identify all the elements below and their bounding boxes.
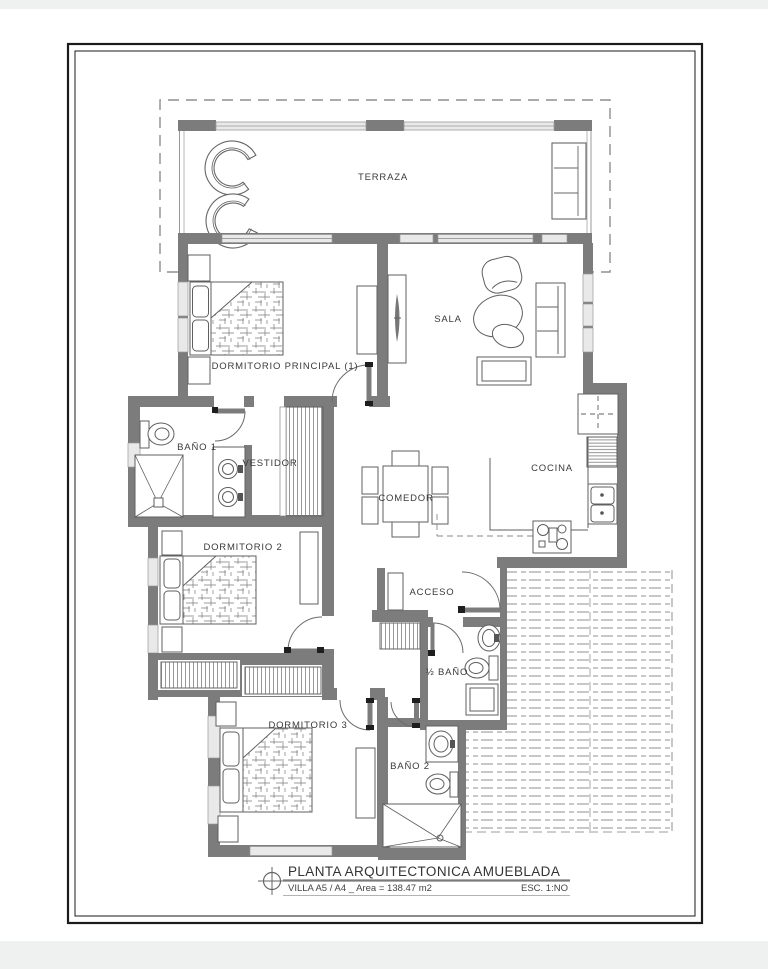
title-block xyxy=(258,864,570,896)
bano1-label: BAÑO 1 xyxy=(177,442,217,453)
nightstand-icon xyxy=(218,816,238,842)
dresser-icon xyxy=(357,286,377,354)
comedor-label: COMEDOR xyxy=(378,493,434,504)
chair-icon xyxy=(362,467,378,494)
dormitorio2-label: DORMITORIO 2 xyxy=(203,542,283,553)
dormitorio-principal-label: DORMITORIO PRINCIPAL (1) xyxy=(211,361,359,372)
bed-icon xyxy=(160,556,256,624)
cocina-label: COCINA xyxy=(531,463,573,474)
sofa-icon xyxy=(536,283,565,357)
chair-icon xyxy=(432,467,448,494)
double-vanity-icon xyxy=(213,447,245,517)
dormitorio3-label: DORMITORIO 3 xyxy=(268,720,348,731)
nightstand-icon xyxy=(188,255,210,281)
double-sink-icon xyxy=(588,484,617,524)
washer-icon xyxy=(466,684,498,715)
chair-icon xyxy=(392,521,419,537)
page-top-margin xyxy=(0,0,768,9)
nightstand-icon xyxy=(188,357,210,384)
fridge-icon xyxy=(578,394,618,434)
nightstand-icon xyxy=(216,702,236,726)
page-bottom-margin xyxy=(0,941,768,969)
nightstand-icon xyxy=(162,627,182,652)
dresser-icon xyxy=(300,532,318,604)
plan-title: PLANTA ARQUITECTONICA AMUEBLADA xyxy=(288,864,561,879)
plan-subtitle: VILLA A5 / A4 _ Area = 138.47 m2 xyxy=(288,883,432,894)
plan-scale: ESC. 1:NO xyxy=(521,883,568,894)
terraza-label: TERRAZA xyxy=(358,172,408,183)
hall-closet-icon xyxy=(380,623,420,649)
console-icon xyxy=(388,573,403,610)
counter-appliance-icon xyxy=(587,437,617,467)
sink-icon xyxy=(478,625,500,651)
shower-icon xyxy=(383,804,461,847)
chair-icon xyxy=(362,497,378,524)
vestidor-label: VESTIDOR xyxy=(242,458,298,469)
stove-icon xyxy=(533,521,571,553)
chair-icon xyxy=(432,497,448,524)
toilet-icon xyxy=(465,656,498,680)
acceso-label: ACCESO xyxy=(409,587,455,598)
nightstand-icon xyxy=(162,531,182,555)
sala-label: SALA xyxy=(434,314,462,325)
bano2-label: BAÑO 2 xyxy=(390,761,430,772)
terrace-sofa-icon xyxy=(552,143,586,219)
bed-icon xyxy=(190,282,283,355)
sink-icon xyxy=(426,726,458,762)
shower-icon xyxy=(135,455,183,517)
medio-bano-label: ½ BAÑO xyxy=(425,667,469,678)
chair-icon xyxy=(392,451,419,467)
tv-console-icon xyxy=(388,275,406,363)
dresser-icon xyxy=(356,748,375,818)
bed-icon xyxy=(220,728,312,812)
